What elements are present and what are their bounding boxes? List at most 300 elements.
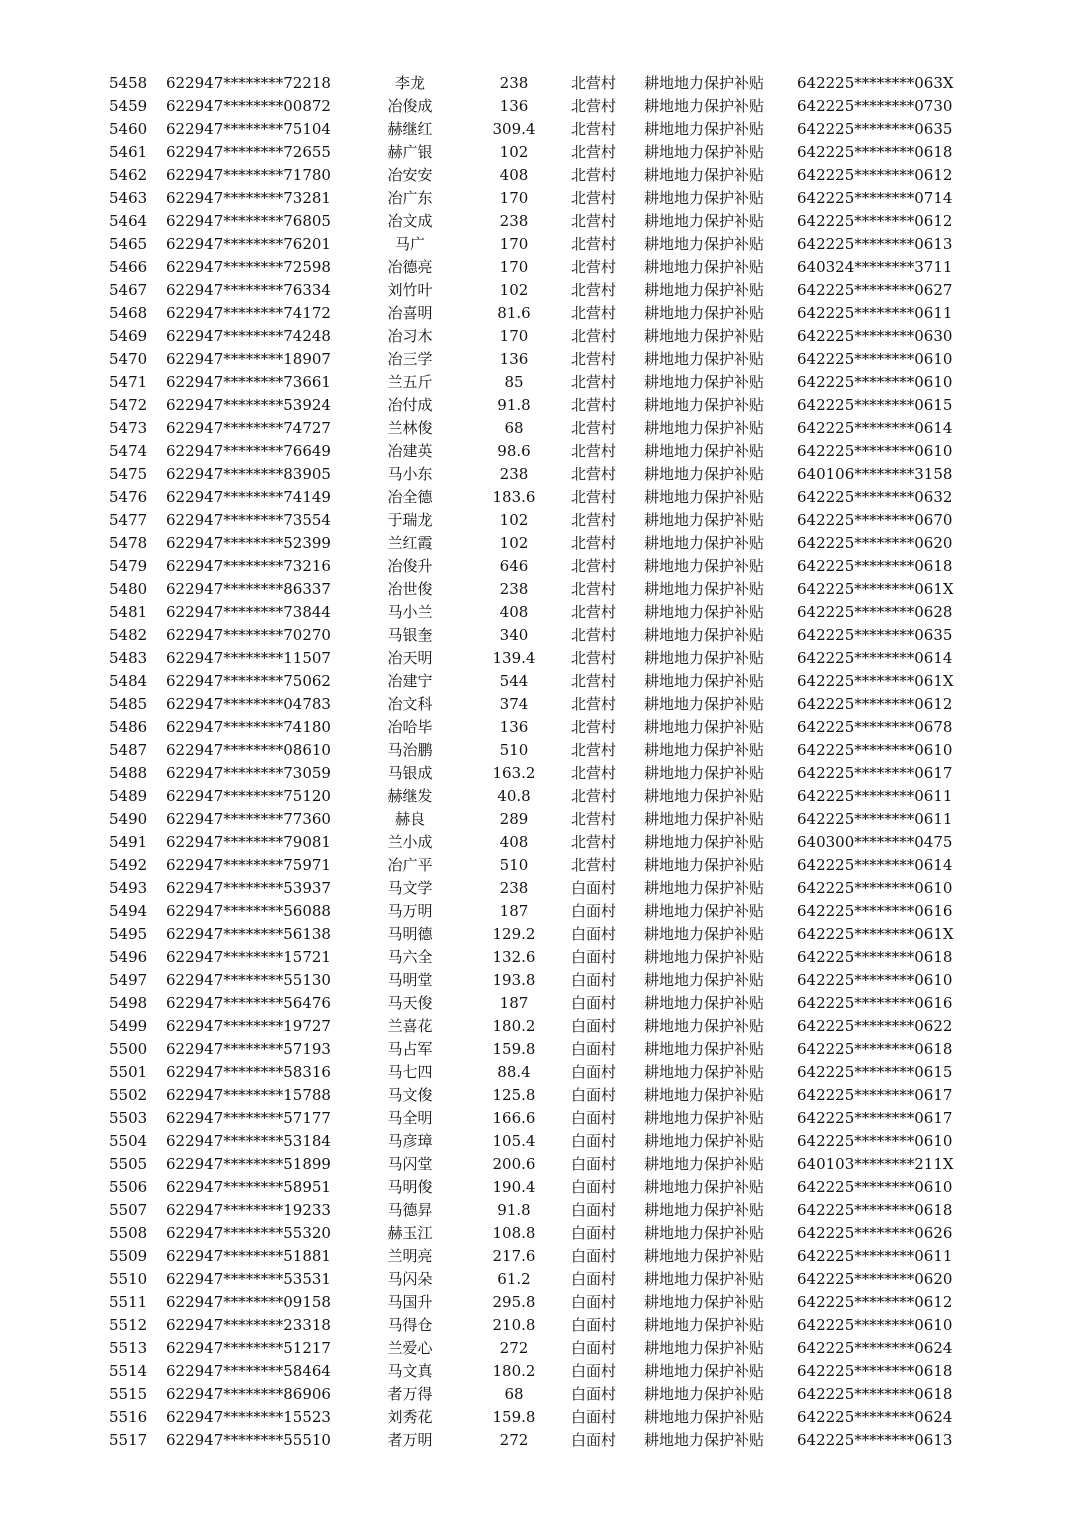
subsidy-type-cell: 耕地地力保护补贴 — [644, 120, 765, 138]
amount-cell: 238 — [499, 465, 529, 483]
serial-number-cell: 5478 — [109, 534, 148, 552]
bank-card-cell: 622947********74248 — [166, 327, 331, 345]
amount-cell: 510 — [499, 741, 529, 759]
amount-cell: 136 — [499, 97, 529, 115]
id-number-cell: 642225********0632 — [797, 488, 953, 506]
name-cell: 者万得 — [387, 1385, 433, 1403]
village-cell: 北营村 — [571, 649, 617, 667]
subsidy-type-cell: 耕地地力保护补贴 — [644, 465, 765, 483]
id-number-cell: 642225********0612 — [797, 212, 953, 230]
name-cell: 兰小成 — [387, 833, 433, 851]
subsidy-type-cell: 耕地地力保护补贴 — [644, 1040, 765, 1058]
amount-cell: 289 — [499, 810, 529, 828]
serial-number-cell: 5476 — [109, 488, 148, 506]
subsidy-type-cell: 耕地地力保护补贴 — [644, 718, 765, 736]
subsidy-type-cell: 耕地地力保护补贴 — [644, 580, 765, 598]
serial-number-cell: 5468 — [109, 304, 148, 322]
serial-number-cell: 5515 — [109, 1385, 148, 1403]
bank-card-cell: 622947********19727 — [166, 1017, 331, 1035]
serial-number-cell: 5469 — [109, 327, 148, 345]
bank-card-cell: 622947********09158 — [166, 1293, 331, 1311]
bank-card-cell: 622947********75971 — [166, 856, 331, 874]
village-cell: 白面村 — [571, 1385, 617, 1403]
table-row — [0, 279, 1074, 302]
amount-cell: 102 — [499, 281, 529, 299]
id-number-cell: 642225********0611 — [797, 1247, 953, 1265]
subsidy-type-cell: 耕地地力保护补贴 — [644, 971, 765, 989]
amount-cell: 646 — [499, 557, 529, 575]
id-number-cell: 642225********0615 — [797, 1063, 953, 1081]
id-number-cell: 642225********0612 — [797, 166, 953, 184]
bank-card-cell: 622947********74727 — [166, 419, 331, 437]
id-number-cell: 642225********061X — [797, 580, 954, 598]
amount-cell: 408 — [499, 603, 529, 621]
id-number-cell: 642225********0613 — [797, 1431, 953, 1449]
subsidy-type-cell: 耕地地力保护补贴 — [644, 1316, 765, 1334]
name-cell: 赫继红 — [387, 120, 433, 138]
serial-number-cell: 5487 — [109, 741, 148, 759]
subsidy-type-cell: 耕地地力保护补贴 — [644, 281, 765, 299]
table-row — [0, 164, 1074, 187]
amount-cell: 105.4 — [492, 1132, 536, 1150]
name-cell: 马文学 — [387, 879, 433, 897]
id-number-cell: 642225********0618 — [797, 1040, 953, 1058]
amount-cell: 139.4 — [492, 649, 536, 667]
table-row — [0, 325, 1074, 348]
village-cell: 白面村 — [571, 1408, 617, 1426]
bank-card-cell: 622947********70270 — [166, 626, 331, 644]
village-cell: 白面村 — [571, 1132, 617, 1150]
subsidy-type-cell: 耕地地力保护补贴 — [644, 925, 765, 943]
village-cell: 北营村 — [571, 672, 617, 690]
id-number-cell: 642225********0624 — [797, 1339, 953, 1357]
table-row — [0, 1199, 1074, 1222]
bank-card-cell: 622947********75104 — [166, 120, 331, 138]
subsidy-table — [0, 72, 1074, 1452]
village-cell: 白面村 — [571, 948, 617, 966]
serial-number-cell: 5489 — [109, 787, 148, 805]
amount-cell: 272 — [499, 1431, 529, 1449]
table-row — [0, 1084, 1074, 1107]
subsidy-type-cell: 耕地地力保护补贴 — [644, 511, 765, 529]
table-row — [0, 1245, 1074, 1268]
bank-card-cell: 622947********73844 — [166, 603, 331, 621]
amount-cell: 125.8 — [492, 1086, 536, 1104]
serial-number-cell: 5492 — [109, 856, 148, 874]
serial-number-cell: 5473 — [109, 419, 148, 437]
bank-card-cell: 622947********86337 — [166, 580, 331, 598]
id-number-cell: 642225********0610 — [797, 373, 953, 391]
subsidy-type-cell: 耕地地力保护补贴 — [644, 1293, 765, 1311]
serial-number-cell: 5481 — [109, 603, 148, 621]
name-cell: 兰明亮 — [387, 1247, 433, 1265]
subsidy-type-cell: 耕地地力保护补贴 — [644, 741, 765, 759]
serial-number-cell: 5477 — [109, 511, 148, 529]
serial-number-cell: 5496 — [109, 948, 148, 966]
subsidy-type-cell: 耕地地力保护补贴 — [644, 143, 765, 161]
amount-cell: 166.6 — [492, 1109, 536, 1127]
table-row — [0, 118, 1074, 141]
serial-number-cell: 5482 — [109, 626, 148, 644]
subsidy-type-cell: 耕地地力保护补贴 — [644, 1408, 765, 1426]
table-row — [0, 693, 1074, 716]
subsidy-type-cell: 耕地地力保护补贴 — [644, 695, 765, 713]
table-row — [0, 1383, 1074, 1406]
id-number-cell: 642225********0617 — [797, 1086, 953, 1104]
serial-number-cell: 5480 — [109, 580, 148, 598]
table-row — [0, 601, 1074, 624]
name-cell: 冶三学 — [387, 350, 433, 368]
id-number-cell: 642225********0610 — [797, 971, 953, 989]
serial-number-cell: 5465 — [109, 235, 148, 253]
subsidy-type-cell: 耕地地力保护补贴 — [644, 557, 765, 575]
name-cell: 刘竹叶 — [387, 281, 433, 299]
table-row — [0, 1360, 1074, 1383]
subsidy-type-cell: 耕地地力保护补贴 — [644, 97, 765, 115]
name-cell: 马广 — [394, 235, 425, 253]
serial-number-cell: 5497 — [109, 971, 148, 989]
bank-card-cell: 622947********15721 — [166, 948, 331, 966]
village-cell: 北营村 — [571, 281, 617, 299]
bank-card-cell: 622947********55510 — [166, 1431, 331, 1449]
subsidy-type-cell: 耕地地力保护补贴 — [644, 810, 765, 828]
name-cell: 马银奎 — [387, 626, 433, 644]
village-cell: 北营村 — [571, 764, 617, 782]
id-number-cell: 642225********0610 — [797, 350, 953, 368]
id-number-cell: 642225********0618 — [797, 1201, 953, 1219]
id-number-cell: 642225********061X — [797, 925, 954, 943]
serial-number-cell: 5508 — [109, 1224, 148, 1242]
id-number-cell: 642225********0614 — [797, 856, 953, 874]
bank-card-cell: 622947********79081 — [166, 833, 331, 851]
amount-cell: 272 — [499, 1339, 529, 1357]
table-row — [0, 1130, 1074, 1153]
village-cell: 白面村 — [571, 971, 617, 989]
subsidy-type-cell: 耕地地力保护补贴 — [644, 212, 765, 230]
village-cell: 北营村 — [571, 419, 617, 437]
village-cell: 北营村 — [571, 557, 617, 575]
amount-cell: 183.6 — [492, 488, 536, 506]
amount-cell: 132.6 — [492, 948, 536, 966]
table-row — [0, 440, 1074, 463]
serial-number-cell: 5501 — [109, 1063, 148, 1081]
name-cell: 马明德 — [387, 925, 433, 943]
name-cell: 冶喜明 — [387, 304, 433, 322]
name-cell: 马全明 — [387, 1109, 433, 1127]
table-row — [0, 371, 1074, 394]
amount-cell: 408 — [499, 166, 529, 184]
table-row — [0, 233, 1074, 256]
id-number-cell: 642225********0620 — [797, 534, 953, 552]
id-number-cell: 642225********0611 — [797, 787, 953, 805]
subsidy-type-cell: 耕地地力保护补贴 — [644, 994, 765, 1012]
village-cell: 北营村 — [571, 235, 617, 253]
name-cell: 马小兰 — [387, 603, 433, 621]
village-cell: 北营村 — [571, 74, 617, 92]
bank-card-cell: 622947********51899 — [166, 1155, 331, 1173]
subsidy-type-cell: 耕地地力保护补贴 — [644, 1224, 765, 1242]
village-cell: 北营村 — [571, 580, 617, 598]
serial-number-cell: 5505 — [109, 1155, 148, 1173]
village-cell: 白面村 — [571, 1362, 617, 1380]
bank-card-cell: 622947********74172 — [166, 304, 331, 322]
name-cell: 冶建宁 — [387, 672, 433, 690]
serial-number-cell: 5500 — [109, 1040, 148, 1058]
id-number-cell: 642225********0614 — [797, 649, 953, 667]
serial-number-cell: 5474 — [109, 442, 148, 460]
serial-number-cell: 5461 — [109, 143, 148, 161]
amount-cell: 108.8 — [492, 1224, 536, 1242]
subsidy-type-cell: 耕地地力保护补贴 — [644, 258, 765, 276]
table-row — [0, 555, 1074, 578]
serial-number-cell: 5513 — [109, 1339, 148, 1357]
village-cell: 北营村 — [571, 718, 617, 736]
amount-cell: 68 — [504, 1385, 524, 1403]
subsidy-type-cell: 耕地地力保护补贴 — [644, 189, 765, 207]
amount-cell: 187 — [499, 902, 529, 920]
amount-cell: 340 — [499, 626, 529, 644]
serial-number-cell: 5509 — [109, 1247, 148, 1265]
bank-card-cell: 622947********74149 — [166, 488, 331, 506]
table-row — [0, 95, 1074, 118]
bank-card-cell: 622947********71780 — [166, 166, 331, 184]
id-number-cell: 642225********0620 — [797, 1270, 953, 1288]
table-row — [0, 417, 1074, 440]
table-row — [0, 1038, 1074, 1061]
id-number-cell: 642225********063X — [797, 74, 954, 92]
name-cell: 赫广银 — [387, 143, 433, 161]
subsidy-type-cell: 耕地地力保护补贴 — [644, 649, 765, 667]
id-number-cell: 642225********0618 — [797, 143, 953, 161]
village-cell: 北营村 — [571, 120, 617, 138]
amount-cell: 217.6 — [492, 1247, 536, 1265]
village-cell: 北营村 — [571, 143, 617, 161]
subsidy-type-cell: 耕地地力保护补贴 — [644, 764, 765, 782]
serial-number-cell: 5514 — [109, 1362, 148, 1380]
table-row — [0, 210, 1074, 233]
amount-cell: 61.2 — [497, 1270, 531, 1288]
name-cell: 马小东 — [387, 465, 433, 483]
name-cell: 冶安安 — [387, 166, 433, 184]
id-number-cell: 642225********0616 — [797, 994, 953, 1012]
table-row — [0, 670, 1074, 693]
subsidy-type-cell: 耕地地力保护补贴 — [644, 672, 765, 690]
subsidy-type-cell: 耕地地力保护补贴 — [644, 488, 765, 506]
subsidy-type-cell: 耕地地力保护补贴 — [644, 833, 765, 851]
table-row — [0, 1268, 1074, 1291]
name-cell: 冶俊升 — [387, 557, 433, 575]
table-row — [0, 739, 1074, 762]
name-cell: 马彦璋 — [387, 1132, 433, 1150]
table-row — [0, 532, 1074, 555]
amount-cell: 129.2 — [492, 925, 536, 943]
id-number-cell: 642225********0612 — [797, 1293, 953, 1311]
subsidy-type-cell: 耕地地力保护补贴 — [644, 442, 765, 460]
serial-number-cell: 5466 — [109, 258, 148, 276]
bank-card-cell: 622947********58464 — [166, 1362, 331, 1380]
village-cell: 白面村 — [571, 1431, 617, 1449]
serial-number-cell: 5458 — [109, 74, 148, 92]
name-cell: 兰林俊 — [387, 419, 433, 437]
subsidy-type-cell: 耕地地力保护补贴 — [644, 1385, 765, 1403]
id-number-cell: 640106********3158 — [797, 465, 953, 483]
serial-number-cell: 5506 — [109, 1178, 148, 1196]
village-cell: 北营村 — [571, 741, 617, 759]
village-cell: 北营村 — [571, 833, 617, 851]
name-cell: 冶文科 — [387, 695, 433, 713]
name-cell: 冶德亮 — [387, 258, 433, 276]
amount-cell: 159.8 — [492, 1040, 536, 1058]
bank-card-cell: 622947********76805 — [166, 212, 331, 230]
table-row — [0, 1406, 1074, 1429]
bank-card-cell: 622947********53184 — [166, 1132, 331, 1150]
bank-card-cell: 622947********86906 — [166, 1385, 331, 1403]
name-cell: 马银成 — [387, 764, 433, 782]
subsidy-type-cell: 耕地地力保护补贴 — [644, 166, 765, 184]
village-cell: 北营村 — [571, 810, 617, 828]
village-cell: 白面村 — [571, 1339, 617, 1357]
subsidy-type-cell: 耕地地力保护补贴 — [644, 304, 765, 322]
serial-number-cell: 5498 — [109, 994, 148, 1012]
id-number-cell: 642225********0730 — [797, 97, 953, 115]
name-cell: 马天俊 — [387, 994, 433, 1012]
amount-cell: 200.6 — [492, 1155, 536, 1173]
bank-card-cell: 622947********55320 — [166, 1224, 331, 1242]
serial-number-cell: 5507 — [109, 1201, 148, 1219]
serial-number-cell: 5459 — [109, 97, 148, 115]
subsidy-type-cell: 耕地地力保护补贴 — [644, 74, 765, 92]
village-cell: 白面村 — [571, 879, 617, 897]
name-cell: 马国升 — [387, 1293, 433, 1311]
amount-cell: 309.4 — [492, 120, 536, 138]
id-number-cell: 640324********3711 — [797, 258, 953, 276]
amount-cell: 544 — [499, 672, 529, 690]
serial-number-cell: 5485 — [109, 695, 148, 713]
subsidy-type-cell: 耕地地力保护补贴 — [644, 1178, 765, 1196]
amount-cell: 238 — [499, 74, 529, 92]
subsidy-type-cell: 耕地地力保护补贴 — [644, 327, 765, 345]
village-cell: 北营村 — [571, 327, 617, 345]
id-number-cell: 640300********0475 — [797, 833, 953, 851]
bank-card-cell: 622947********73554 — [166, 511, 331, 529]
table-row — [0, 463, 1074, 486]
id-number-cell: 642225********0714 — [797, 189, 953, 207]
table-row — [0, 854, 1074, 877]
bank-card-cell: 622947********76334 — [166, 281, 331, 299]
amount-cell: 68 — [504, 419, 524, 437]
table-row — [0, 302, 1074, 325]
village-cell: 白面村 — [571, 1155, 617, 1173]
bank-card-cell: 622947********19233 — [166, 1201, 331, 1219]
bank-card-cell: 622947********56088 — [166, 902, 331, 920]
table-row — [0, 1429, 1074, 1452]
village-cell: 白面村 — [571, 994, 617, 1012]
name-cell: 赫玉江 — [387, 1224, 433, 1242]
subsidy-type-cell: 耕地地力保护补贴 — [644, 603, 765, 621]
subsidy-type-cell: 耕地地力保护补贴 — [644, 1247, 765, 1265]
amount-cell: 180.2 — [492, 1362, 536, 1380]
village-cell: 北营村 — [571, 856, 617, 874]
name-cell: 马七四 — [387, 1063, 433, 1081]
serial-number-cell: 5479 — [109, 557, 148, 575]
table-row — [0, 716, 1074, 739]
village-cell: 白面村 — [571, 925, 617, 943]
amount-cell: 91.8 — [497, 396, 531, 414]
bank-card-cell: 622947********58316 — [166, 1063, 331, 1081]
subsidy-type-cell: 耕地地力保护补贴 — [644, 1086, 765, 1104]
table-row — [0, 1291, 1074, 1314]
table-row — [0, 877, 1074, 900]
id-number-cell: 642225********0628 — [797, 603, 953, 621]
amount-cell: 510 — [499, 856, 529, 874]
bank-card-cell: 622947********75062 — [166, 672, 331, 690]
name-cell: 马万明 — [387, 902, 433, 920]
serial-number-cell: 5475 — [109, 465, 148, 483]
bank-card-cell: 622947********58951 — [166, 1178, 331, 1196]
subsidy-type-cell: 耕地地力保护补贴 — [644, 1362, 765, 1380]
serial-number-cell: 5495 — [109, 925, 148, 943]
name-cell: 马闪朵 — [387, 1270, 433, 1288]
table-row — [0, 808, 1074, 831]
village-cell: 白面村 — [571, 1316, 617, 1334]
id-number-cell: 642225********061X — [797, 672, 954, 690]
serial-number-cell: 5472 — [109, 396, 148, 414]
id-number-cell: 642225********0624 — [797, 1408, 953, 1426]
id-number-cell: 642225********0610 — [797, 1178, 953, 1196]
name-cell: 兰喜花 — [387, 1017, 433, 1035]
village-cell: 北营村 — [571, 373, 617, 391]
subsidy-type-cell: 耕地地力保护补贴 — [644, 856, 765, 874]
amount-cell: 190.4 — [492, 1178, 536, 1196]
serial-number-cell: 5502 — [109, 1086, 148, 1104]
serial-number-cell: 5517 — [109, 1431, 148, 1449]
id-number-cell: 642225********0614 — [797, 419, 953, 437]
name-cell: 马闪堂 — [387, 1155, 433, 1173]
village-cell: 白面村 — [571, 1086, 617, 1104]
table-row — [0, 509, 1074, 532]
id-number-cell: 642225********0626 — [797, 1224, 953, 1242]
name-cell: 于瑞龙 — [387, 511, 433, 529]
subsidy-type-cell: 耕地地力保护补贴 — [644, 534, 765, 552]
bank-card-cell: 622947********73059 — [166, 764, 331, 782]
amount-cell: 85 — [504, 373, 524, 391]
village-cell: 北营村 — [571, 304, 617, 322]
bank-card-cell: 622947********23318 — [166, 1316, 331, 1334]
amount-cell: 170 — [499, 327, 529, 345]
subsidy-type-cell: 耕地地力保护补贴 — [644, 1155, 765, 1173]
bank-card-cell: 622947********08610 — [166, 741, 331, 759]
village-cell: 北营村 — [571, 396, 617, 414]
serial-number-cell: 5463 — [109, 189, 148, 207]
table-row — [0, 1015, 1074, 1038]
serial-number-cell: 5490 — [109, 810, 148, 828]
bank-card-cell: 622947********57193 — [166, 1040, 331, 1058]
name-cell: 冶广平 — [387, 856, 433, 874]
amount-cell: 136 — [499, 718, 529, 736]
serial-number-cell: 5460 — [109, 120, 148, 138]
bank-card-cell: 622947********51881 — [166, 1247, 331, 1265]
table-row — [0, 831, 1074, 854]
id-number-cell: 642225********0618 — [797, 948, 953, 966]
table-row — [0, 762, 1074, 785]
village-cell: 白面村 — [571, 1109, 617, 1127]
subsidy-type-cell: 耕地地力保护补贴 — [644, 1109, 765, 1127]
name-cell: 冶俊成 — [387, 97, 433, 115]
id-number-cell: 642225********0617 — [797, 764, 953, 782]
name-cell: 冶习木 — [387, 327, 433, 345]
serial-number-cell: 5504 — [109, 1132, 148, 1150]
amount-cell: 88.4 — [497, 1063, 531, 1081]
